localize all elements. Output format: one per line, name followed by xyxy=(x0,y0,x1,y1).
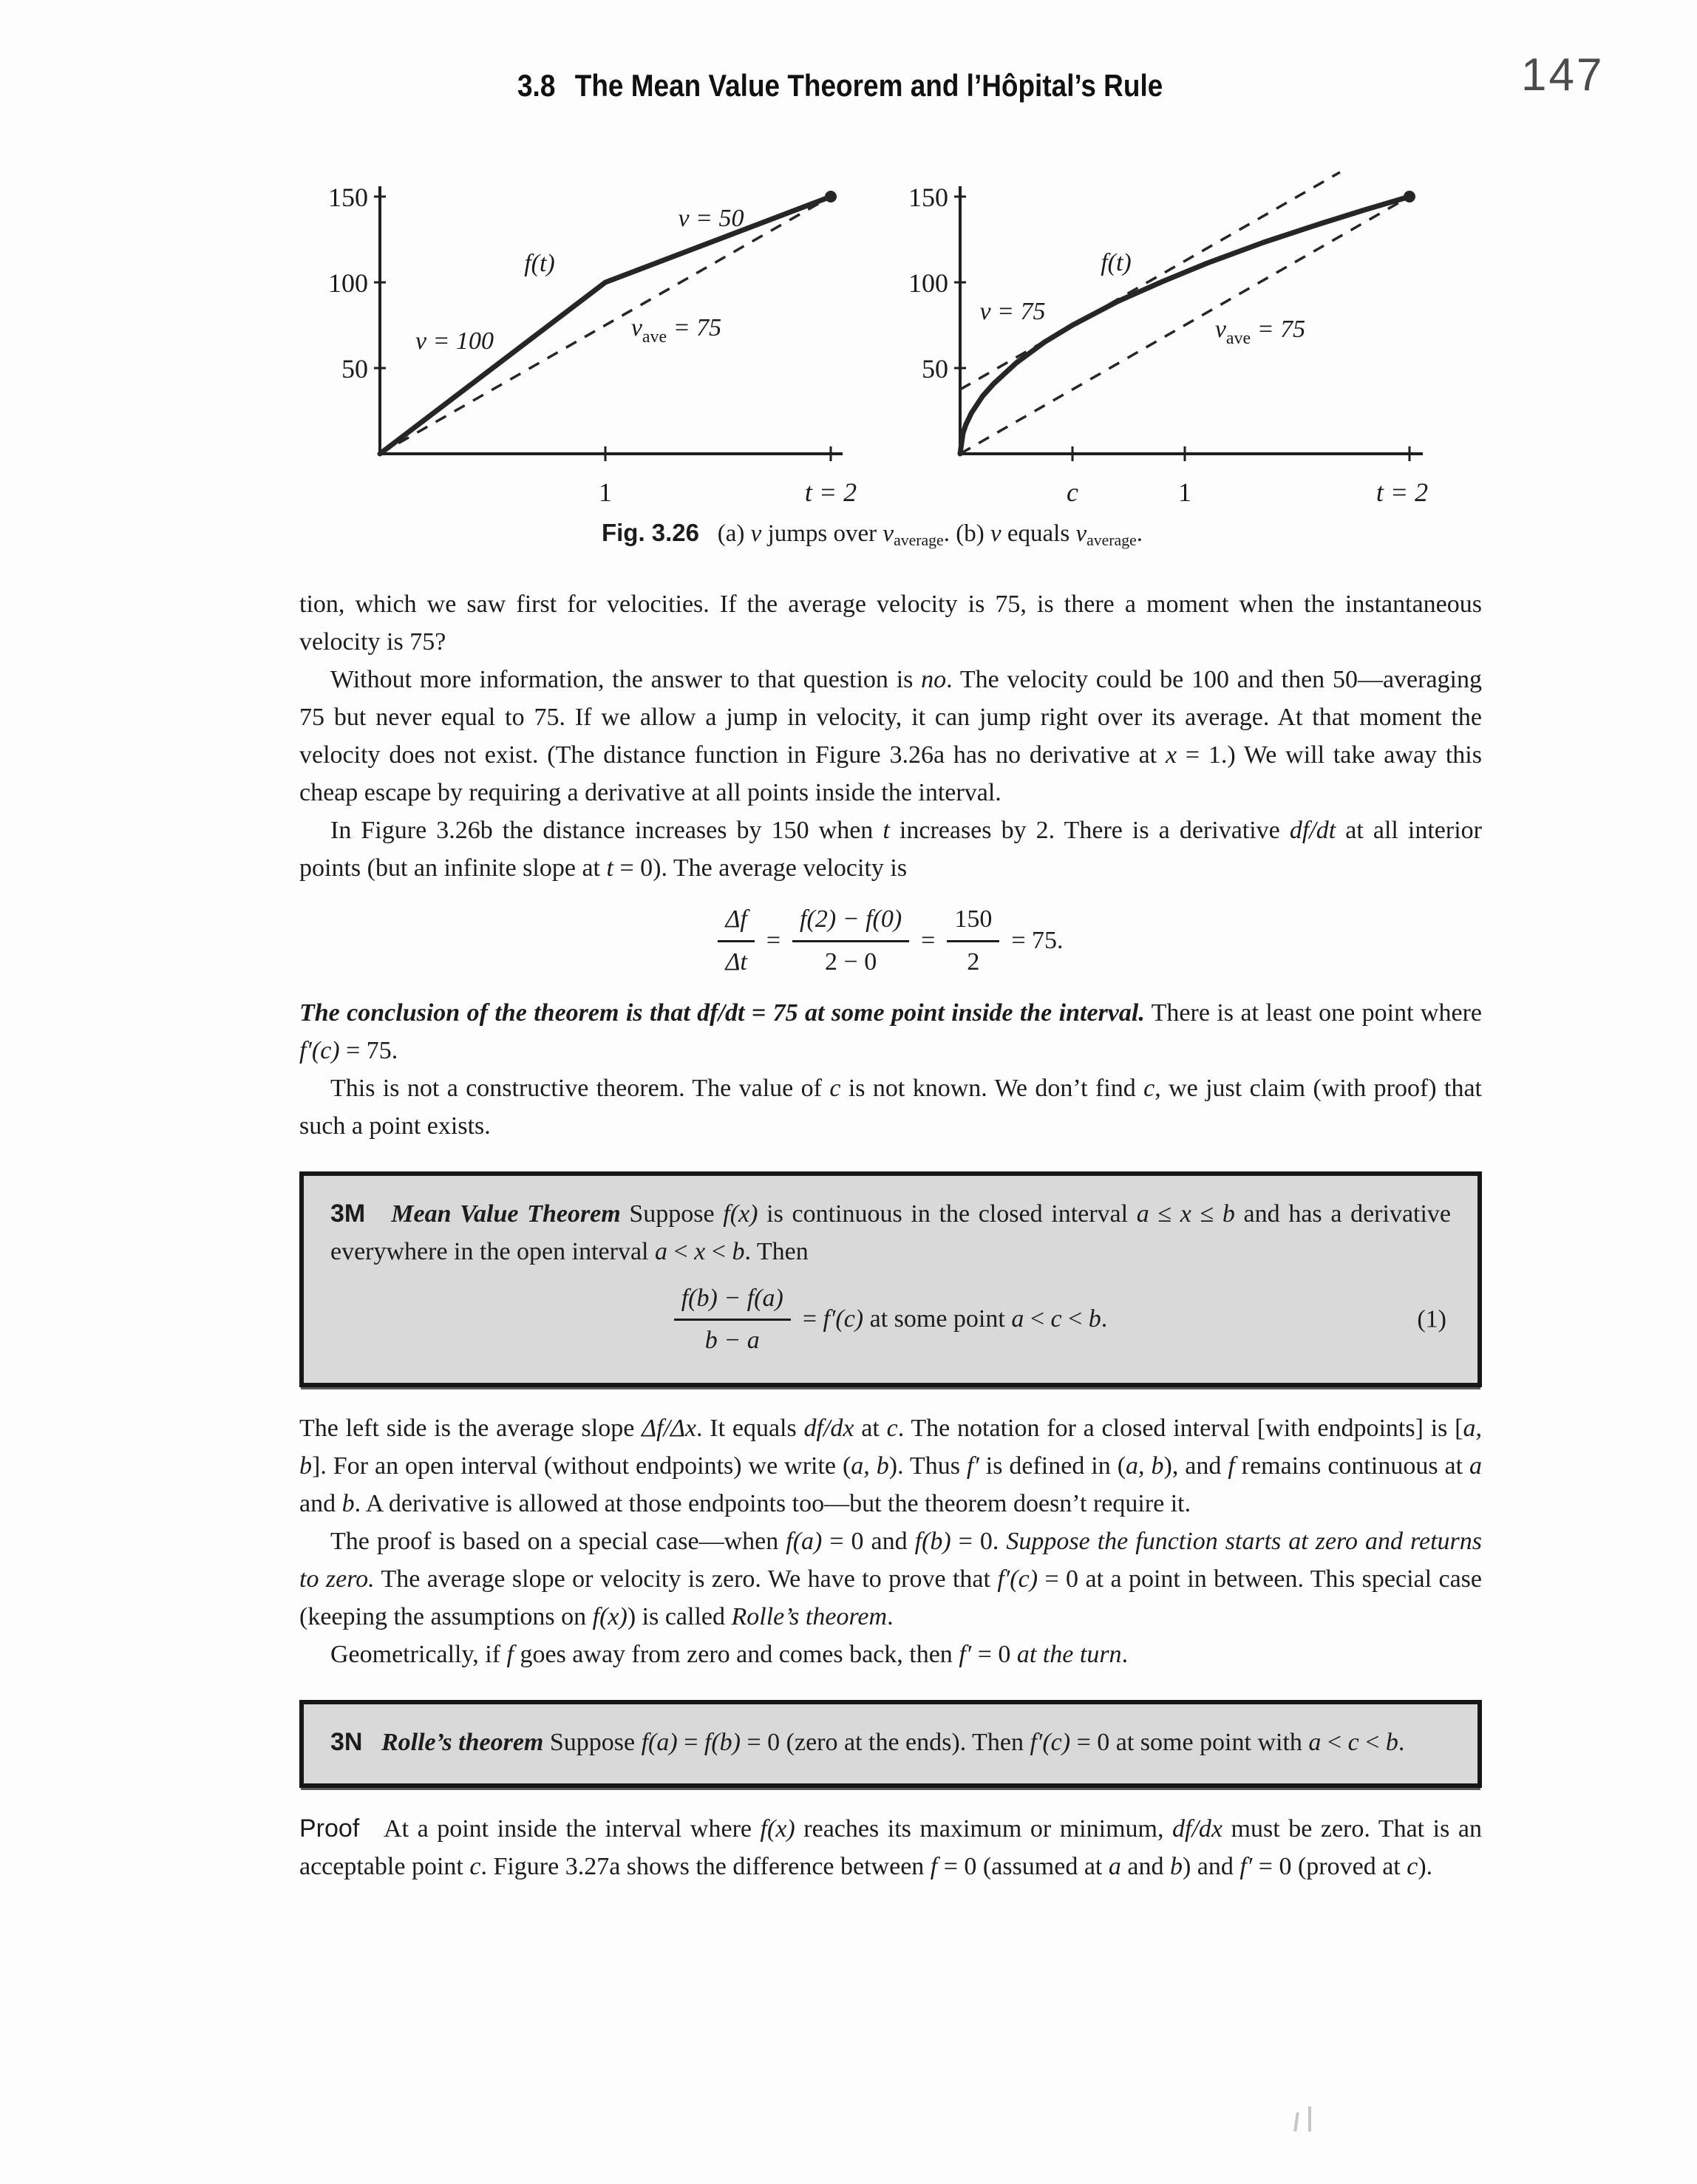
xtick-c: c xyxy=(1067,477,1078,507)
average-velocity-chord xyxy=(380,197,831,454)
label-v75: v = 75 xyxy=(979,298,1046,325)
equation-text: = f′(c) at some point a < c < b. xyxy=(802,1305,1108,1333)
paragraph: The proof is based on a special case—when f(a) = 0 and f(b) = 0. Suppose the function starts at zero and returns to zero. The average slope or velocity is zero. We have to prove that f′(c) = 0 at a point in between. This special case (keeping the assumptions on f(x)) is called Rolle’s theorem. xyxy=(299,1528,1483,1631)
equation-result: = 75. xyxy=(1011,926,1064,954)
paragraph: tion, which we saw first for velocities. If the average velocity is 75, is there a moment when the instantaneous velocity is 75? xyxy=(299,591,1482,656)
label-v100: v = 100 xyxy=(415,327,494,355)
xtick-t2: t = 2 xyxy=(804,477,857,507)
proof-paragraph: Proof At a point inside the interval where f(x) reaches its maximum or minimum, df/dx must be zero. That is an acceptable point c. Figure 3.27a shows the difference between f = 0 (assumed at a and b) and f′ = 0 (proved at c). xyxy=(299,1814,1482,1881)
display-equation xyxy=(299,905,1482,978)
section-header xyxy=(517,68,1163,103)
label-ft: f(t) xyxy=(1101,249,1132,276)
paragraph: Without more information, the answer to that question is no. The velocity could be 100 and then 50—averaging 75 but never equal to 75. If we allow a jump in velocity, it can jump right over its average. At that moment the velocity does not exist. (The distance function in Figure 3.26a has no derivative at x = 1.) We will take away this cheap escape by requiring a derivative at all points inside the interval. xyxy=(299,666,1482,806)
label-vave: $v_{ave} = 75$ xyxy=(630,314,722,347)
theorem-statement: 3M Mean Value Theorem Suppose f(x) is continuous in the closed interval a ≤ x ≤ b and has a derivative everywhere in the open interval a < x < b. Then xyxy=(330,1199,1452,1265)
ytick-150: 150 xyxy=(328,183,368,212)
equals-sign: = xyxy=(921,926,936,954)
paragraph: The conclusion of the theorem is that df/dt = 75 at some point inside the interval. There is at least one point where f′(c) = 75. xyxy=(299,999,1482,1064)
ytick-100: 100 xyxy=(908,268,948,298)
section-number: 3.8 xyxy=(517,68,556,103)
ytick-100: 100 xyxy=(328,268,368,298)
paragraph: This is not a constructive theorem. The value of c is not known. We don’t find c, we just claim (with proof) that such a point exists. xyxy=(299,1074,1482,1140)
label-v50: v = 50 xyxy=(678,205,744,232)
equals-sign: = xyxy=(766,926,781,954)
average-velocity-chord xyxy=(960,197,1409,454)
paragraph: The left side is the average slope Δf/Δx. It equals df/dx at c. The notation for a closed interval [with endpoints] is [a, b]. For an open interval (without endpoints) we write (a, b). Thus f′ is defined in (a, b), and f remains continuous at a and b. A derivative is allowed at those endpoints too—but the theorem doesn’t require it. xyxy=(299,1415,1483,1518)
theorem-equation xyxy=(330,1284,1451,1357)
figure-3-26a xyxy=(244,148,880,562)
body-text xyxy=(299,585,1482,1885)
paragraph: In Figure 3.26b the distance increases by 150 when t increases by 2. There is a derivative df/dt at all interior points (but an infinite slope at t = 0). The average velocity is xyxy=(299,817,1482,882)
theorem-statement: 3N Rolle’s theorem Suppose f(a) = f(b) = 0 (zero at the ends). Then f′(c) = 0 at some point with a < c < b. xyxy=(330,1728,1405,1757)
xtick-t2: t = 2 xyxy=(1375,477,1429,507)
paragraph: Geometrically, if f goes away from zero and comes back, then f′ = 0 at the turn. xyxy=(330,1641,1129,1669)
equation-number: (1) xyxy=(1417,1305,1446,1333)
scan-artifact xyxy=(1293,2112,1299,2132)
figure-3-26b xyxy=(835,148,1500,562)
curve-endpoint-dot xyxy=(1404,191,1415,203)
ytick-50: 50 xyxy=(922,354,948,384)
theorem-box-3m xyxy=(299,1171,1482,1388)
ytick-50: 50 xyxy=(341,354,368,384)
figure-caption: Fig. 3.26 (a) v jumps over vaverage. (b) v equals vaverage. xyxy=(601,519,1143,550)
tangent-line-at-c xyxy=(960,172,1340,389)
fraction: $\frac{f(2) - f(0)}{2 - 0}$ xyxy=(792,905,909,978)
fraction: $\frac{f(b) - f(a)}{b - a}$ xyxy=(674,1284,791,1357)
fraction: $\frac{150}{2}$ xyxy=(947,905,999,978)
xtick-1: 1 xyxy=(599,477,612,507)
fraction: $\frac{\Delta f}{\Delta t}$ xyxy=(718,905,754,978)
section-title: The Mean Value Theorem and l’Hôpital’s Rule xyxy=(574,68,1163,103)
axes xyxy=(380,186,843,454)
label-ft: f(t) xyxy=(524,250,555,277)
theorem-box-3n xyxy=(299,1700,1482,1788)
page-number: 147 xyxy=(1521,50,1605,101)
ytick-150: 150 xyxy=(908,183,948,212)
xtick-1: 1 xyxy=(1178,477,1191,507)
label-vave: $v_{ave} = 75$ xyxy=(1214,316,1306,348)
scan-artifact xyxy=(1308,2106,1311,2132)
